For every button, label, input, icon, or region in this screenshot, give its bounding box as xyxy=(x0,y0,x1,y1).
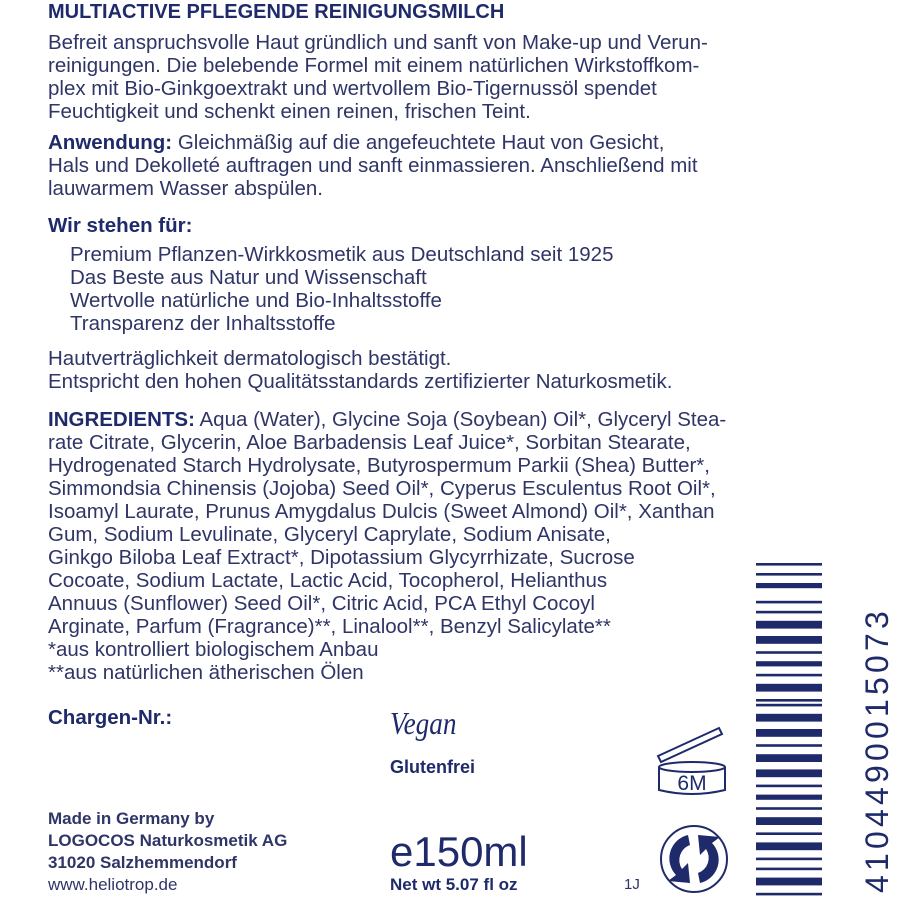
values-label: Wir stehen für: xyxy=(48,214,193,237)
barcode-bar xyxy=(756,674,822,677)
claims xyxy=(48,347,672,393)
gluten-free-label: Glutenfrei xyxy=(390,757,476,777)
recycling-code: 1J xyxy=(624,876,640,893)
vegan-label: Vegan xyxy=(390,705,457,741)
period-after-opening-icon xyxy=(655,720,730,800)
barcode-bar xyxy=(756,601,822,604)
usage-line: lauwarmem Wasser abspülen. xyxy=(48,177,323,200)
intro-line: plex mit Bio-Ginkgoextrakt und wertvollem Bio-Tigernussöl spendet xyxy=(48,77,657,100)
barcode-bar xyxy=(756,699,822,702)
ingredients-footnote: **aus natürlichen ätherischen Ölen xyxy=(48,661,364,684)
usage-paragraph xyxy=(48,131,698,200)
barcode-bar xyxy=(756,842,822,850)
barcode-bar xyxy=(756,714,822,722)
barcode-number: 4104490015073 xyxy=(859,607,895,893)
barcode-bar xyxy=(756,729,822,737)
intro-line: reinigungen. Die belebende Formel mit einem natürlichen Wirkstoffkom- xyxy=(48,54,700,77)
values-item: Transparenz der Inhaltsstoffe xyxy=(70,312,336,335)
values-item: Wertvolle natürliche und Bio-Inhaltsstoffe xyxy=(70,289,442,312)
barcode-bar xyxy=(756,893,822,896)
manufacturer xyxy=(48,808,287,896)
ingredients-line: rate Citrate, Glycerin, Aloe Barbadensis Leaf Juice*, Sorbitan Stearate, xyxy=(48,431,691,454)
values-item: Das Beste aus Natur und Wissenschaft xyxy=(70,266,427,289)
barcode xyxy=(756,563,846,898)
website-link[interactable]: www.heliotrop.de xyxy=(48,875,178,894)
usage-label: Anwendung: xyxy=(48,131,173,154)
volume xyxy=(390,828,528,876)
barcode-bar xyxy=(756,744,822,747)
barcode-bar xyxy=(756,769,822,777)
ingredients-line: Hydrogenated Starch Hydrolysate, Butyrospermum Parkii (Shea) Butter*, xyxy=(48,454,710,477)
barcode-bar xyxy=(756,661,822,666)
green-dot-recycling-icon xyxy=(658,823,730,895)
barcode-bar xyxy=(756,785,822,788)
barcode-bar xyxy=(756,858,822,861)
barcode-bars xyxy=(756,563,846,898)
barcode-bar xyxy=(756,583,822,588)
ingredients-line: Aqua (Water), Glycine Soja (Soybean) Oil*, Glyceryl Stea- xyxy=(194,408,727,431)
usage-line: Gleichmäßig auf die angefeuchtete Haut von Gesicht, xyxy=(172,131,665,154)
manufacturer-line: 31020 Salzhemmendorf xyxy=(48,853,237,872)
barcode-bar xyxy=(756,563,822,566)
values-item: Premium Pflanzen-Wirkkosmetik aus Deutschland seit 1925 xyxy=(70,243,614,266)
barcode-bar xyxy=(756,573,822,576)
barcode-bar xyxy=(756,704,822,707)
barcode-bar xyxy=(756,795,822,800)
ingredients-line: Gum, Sodium Levulinate, Glyceryl Caprylate, Sodium Anisate, xyxy=(48,523,611,546)
volume-value: 150ml xyxy=(413,828,528,875)
ingredients-line: Annuus (Sunflower) Seed Oil*, Citric Acid, PCA Ethyl Cocoyl xyxy=(48,592,595,615)
claim-line: Hautverträglichkeit dermatologisch bestätigt. xyxy=(48,347,452,370)
barcode-bar xyxy=(756,621,822,629)
estimate-sign-icon: e xyxy=(390,828,414,875)
barcode-bar xyxy=(756,817,822,825)
product-title: MULTIACTIVE PFLEGENDE REINIGUNGSMILCH xyxy=(48,1,505,23)
ingredients-footnote: *aus kontrolliert biologischem Anbau xyxy=(48,638,379,661)
pao-text: 6M xyxy=(677,772,707,795)
barcode-bar xyxy=(756,878,822,886)
ingredients-label: INGREDIENTS: xyxy=(48,408,195,431)
barcode-bar xyxy=(756,651,822,654)
net-weight: Net wt 5.07 fl oz xyxy=(390,875,518,894)
manufacturer-line: Made in Germany by xyxy=(48,809,215,828)
barcode-bar xyxy=(756,868,822,871)
ingredients-section xyxy=(48,408,726,684)
usage-line: Hals und Dekolleté auftragen und sanft einmassieren. Anschließend mit xyxy=(48,154,698,177)
barcode-bar xyxy=(756,684,822,692)
ingredients-line: Cocoate, Sodium Lactate, Lactic Acid, Tocopherol, Helianthus xyxy=(48,569,608,592)
barcode-bar xyxy=(756,611,822,614)
intro-paragraph xyxy=(48,31,708,123)
ingredients-line: Ginkgo Biloba Leaf Extract*, Dipotassium Glycyrrhizate, Sucrose xyxy=(48,546,635,569)
intro-line: Befreit anspruchsvolle Haut gründlich und sanft von Make-up und Verun- xyxy=(48,31,708,54)
barcode-bar xyxy=(756,807,822,810)
ingredients-line: Arginate, Parfum (Fragrance)**, Linalool**, Benzyl Salicylate** xyxy=(48,615,611,638)
claim-line: Entspricht den hohen Qualitätsstandards zertifizierter Naturkosmetik. xyxy=(48,370,673,393)
barcode-bar xyxy=(756,636,822,644)
ingredients-line: Isoamyl Laurate, Prunus Amygdalus Dulcis (Sweet Almond) Oil*, Xanthan xyxy=(48,500,715,523)
intro-line: Feuchtigkeit und schenkt einen reinen, frischen Teint. xyxy=(48,100,531,123)
barcode-bar xyxy=(756,832,822,835)
barcode-bar xyxy=(756,754,822,762)
manufacturer-line: LOGOCOS Naturkosmetik AG xyxy=(48,831,288,850)
batch-number-label: Chargen-Nr.: xyxy=(48,706,173,729)
values-section xyxy=(48,214,613,335)
ingredients-line: Simmondsia Chinensis (Jojoba) Seed Oil*, Cyperus Esculentus Root Oil*, xyxy=(48,477,716,500)
